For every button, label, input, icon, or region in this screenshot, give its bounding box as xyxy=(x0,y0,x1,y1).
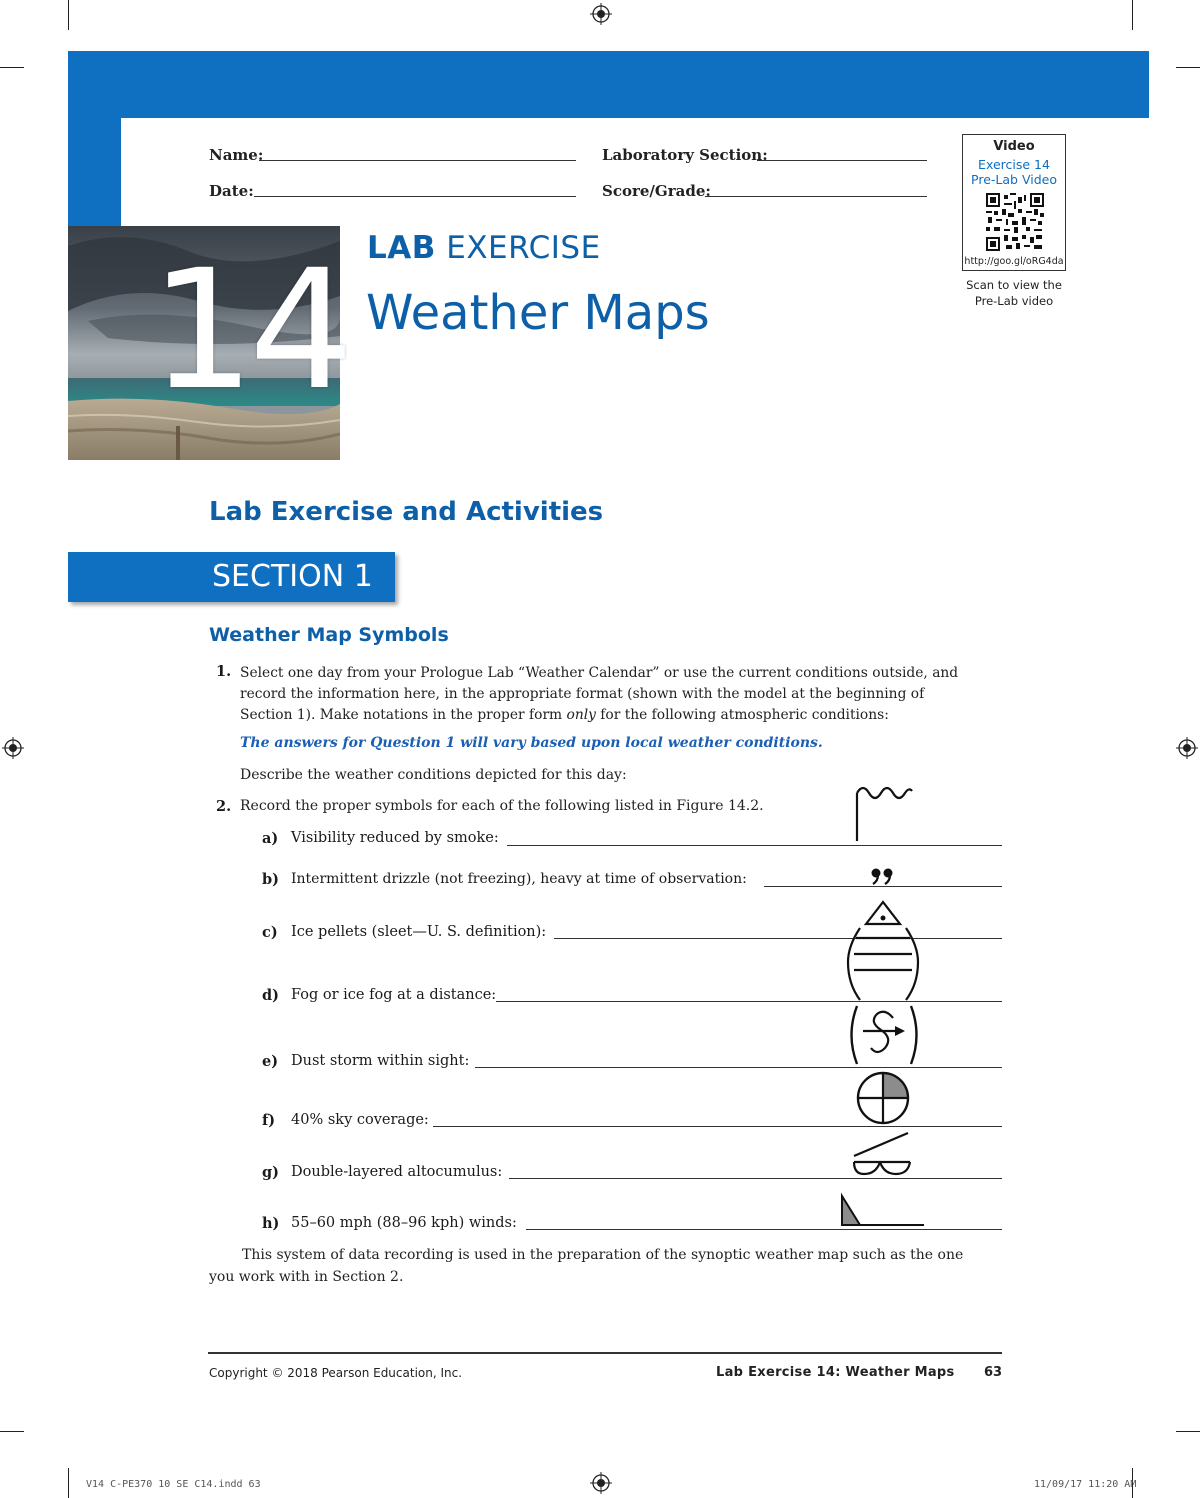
item-h-letter: h) xyxy=(262,1215,280,1232)
question-2-text: Record the proper symbols for each of the following listed in Figure 14.2. xyxy=(240,798,764,814)
item-e-answer-line[interactable] xyxy=(475,1067,1002,1068)
video-box[interactable] xyxy=(962,134,1066,271)
item-c-text: Ice pellets (sleet—U. S. definition): xyxy=(291,924,547,940)
crop-mark xyxy=(1176,67,1200,68)
score-field[interactable] xyxy=(705,196,927,197)
footer-rule xyxy=(208,1352,1002,1354)
drizzle-symbol-icon xyxy=(868,866,896,886)
question-1-emphasis: only xyxy=(566,707,596,723)
name-field[interactable] xyxy=(259,160,576,161)
qr-code-icon[interactable] xyxy=(986,193,1044,251)
wind-pennant-symbol-icon xyxy=(838,1192,928,1228)
registration-mark-icon xyxy=(2,737,24,759)
section-heading: Lab Exercise and Activities xyxy=(209,497,604,527)
crop-mark xyxy=(68,0,69,30)
section-tab xyxy=(68,552,395,602)
question-1-line2: record the information here, in the appropriate format (shown with the model at the beginning of xyxy=(240,686,925,702)
chapter-title: Weather Maps xyxy=(366,285,710,341)
section-tab-label: SECTION 1 xyxy=(212,559,373,594)
item-d-answer-line[interactable] xyxy=(496,1001,1002,1002)
slug-right: 11/09/17 11:20 AM xyxy=(1034,1479,1137,1490)
score-label: Score/Grade: xyxy=(602,182,711,200)
header-band xyxy=(68,51,1149,118)
item-b-text: Intermittent drizzle (not freezing), heavy at time of observation: xyxy=(291,871,747,887)
item-a-letter: a) xyxy=(262,830,279,847)
crop-mark xyxy=(1132,0,1133,30)
item-e-text: Dust storm within sight: xyxy=(291,1053,470,1069)
crop-mark xyxy=(0,1431,24,1432)
item-c-answer-line[interactable] xyxy=(554,938,1002,939)
dust-storm-symbol-icon xyxy=(845,1004,923,1066)
video-caption-line2: Pre-Lab video xyxy=(974,294,1054,308)
lab-exercise-kicker xyxy=(367,230,601,266)
sky-cover-symbol-icon xyxy=(853,1070,913,1126)
closing-line1: This system of data recording is used in the preparation of the synoptic weather map such as the one xyxy=(242,1247,964,1263)
item-f-answer-line[interactable] xyxy=(433,1126,1002,1127)
item-g-answer-line[interactable] xyxy=(509,1178,1002,1179)
crop-mark xyxy=(0,67,24,68)
altocumulus-symbol-icon xyxy=(850,1130,916,1178)
lab-section-label: Laboratory Section: xyxy=(602,146,768,164)
item-e-letter: e) xyxy=(262,1053,279,1070)
closing-line2: you work with in Section 2. xyxy=(209,1269,404,1285)
smoke-symbol-icon xyxy=(850,785,916,843)
item-g-letter: g) xyxy=(262,1164,279,1181)
registration-mark-icon xyxy=(1176,737,1198,759)
copyright: Copyright © 2018 Pearson Education, Inc. xyxy=(209,1366,463,1380)
video-line2: Pre-Lab Video xyxy=(971,172,1057,187)
item-f-text: 40% sky coverage: xyxy=(291,1112,429,1128)
item-b-answer-line[interactable] xyxy=(764,886,1002,887)
lab-section-field[interactable] xyxy=(757,160,927,161)
kicker-bold: LAB xyxy=(367,230,436,266)
video-title: Video xyxy=(993,139,1035,154)
date-label: Date: xyxy=(209,182,254,200)
ice-pellets-symbol-icon xyxy=(844,898,922,1002)
answer-note: The answers for Question 1 will vary based upon local weather conditions. xyxy=(240,735,823,751)
crop-mark xyxy=(68,1468,69,1498)
slug-left: V14 C-PE370 10 SE C14.indd 63 xyxy=(86,1479,261,1490)
page-number: 63 xyxy=(984,1365,1003,1380)
video-caption-line1: Scan to view the xyxy=(966,278,1062,292)
kicker-light: EXERCISE xyxy=(435,230,601,266)
item-a-answer-line[interactable] xyxy=(507,845,1002,846)
question-1-line3 xyxy=(240,705,1002,726)
item-h-text: 55–60 mph (88–96 kph) winds: xyxy=(291,1215,517,1231)
date-field[interactable] xyxy=(254,196,576,197)
chapter-number: 14 xyxy=(150,234,348,426)
item-c-letter: c) xyxy=(262,924,278,941)
item-g-text: Double-layered altocumulus: xyxy=(291,1164,503,1180)
question-1-line3-post: for the following atmospheric conditions: xyxy=(595,707,889,723)
running-title: Lab Exercise 14: Weather Maps xyxy=(716,1365,955,1380)
item-f-letter: f) xyxy=(262,1112,276,1129)
item-b-letter: b) xyxy=(262,871,279,888)
video-line1: Exercise 14 xyxy=(978,157,1050,172)
question-1-number: 1. xyxy=(216,663,232,680)
describe-prompt: Describe the weather conditions depicted for this day: xyxy=(240,767,627,783)
question-1-text xyxy=(240,663,1002,726)
registration-mark-icon xyxy=(590,1472,612,1494)
item-a-text: Visibility reduced by smoke: xyxy=(291,830,499,846)
crop-mark xyxy=(1176,1431,1200,1432)
name-label: Name: xyxy=(209,146,264,164)
question-2-number: 2. xyxy=(216,798,232,815)
registration-mark-icon xyxy=(590,3,612,25)
item-d-letter: d) xyxy=(262,987,279,1004)
item-h-answer-line[interactable] xyxy=(526,1229,1002,1230)
video-url[interactable]: http://goo.gl/oRG4da xyxy=(964,256,1064,267)
question-1-line3-pre: Section 1). Make notations in the proper form xyxy=(240,707,567,723)
subheading: Weather Map Symbols xyxy=(209,624,449,646)
item-d-text: Fog or ice fog at a distance: xyxy=(291,987,497,1003)
question-1-line1: Select one day from your Prologue Lab “Weather Calendar” or use the current conditions outside, and xyxy=(240,665,959,681)
header-side-band xyxy=(68,118,121,228)
